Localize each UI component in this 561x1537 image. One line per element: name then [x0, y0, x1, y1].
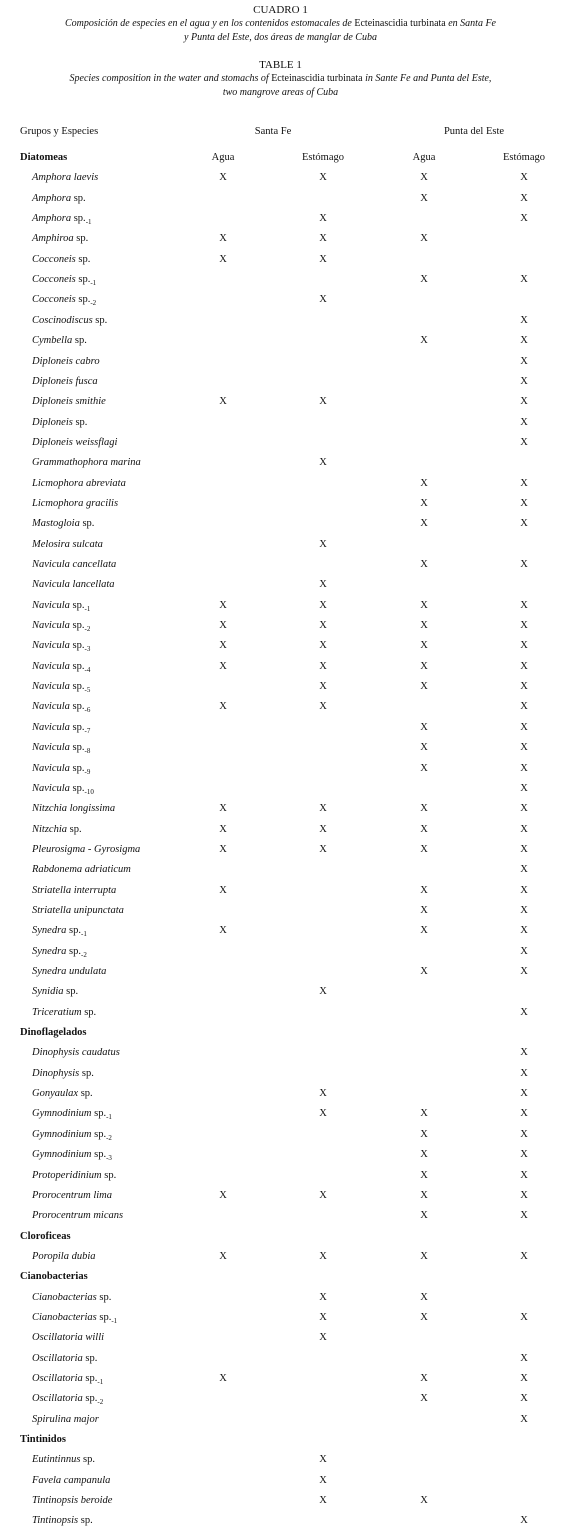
presence-mark: X: [520, 681, 528, 693]
presence-mark: X: [520, 945, 528, 957]
presence-mark: X: [520, 599, 528, 611]
table-row: [0, 600, 561, 620]
table-row: [0, 986, 561, 1006]
presence-mark: X: [319, 803, 327, 815]
presence-mark: X: [520, 1088, 528, 1100]
subheader-estomago-punta-del-este: Estómago: [503, 152, 545, 163]
presence-mark: X: [420, 172, 428, 184]
table-row: [0, 1353, 561, 1373]
presence-mark: X: [520, 701, 528, 713]
presence-mark: X: [319, 701, 327, 713]
group-name: Diatomeas: [20, 152, 68, 163]
presence-mark: X: [520, 823, 528, 835]
table-row: [0, 722, 561, 742]
presence-mark: X: [319, 1189, 327, 1201]
species-name: Diploneis cabro: [32, 355, 100, 367]
table-row: [0, 742, 561, 762]
species-name: Pleurosigma - Gyrosigma: [32, 843, 141, 855]
table-row: [0, 1515, 561, 1535]
species-name: Synedra $sp._{-1}$: [32, 925, 87, 939]
species-name: Spirulina major: [32, 1413, 99, 1425]
caption-es-line-1: Composición de especies en el agua y en los contenidos estomacales de Ecteinascidia turbinata en Santa Fe: [65, 18, 496, 29]
caption-es-line-2: y Punta del Este, dos áreas de manglar de Cuba: [184, 32, 377, 43]
presence-mark: X: [420, 721, 428, 733]
table-row: [0, 417, 561, 437]
presence-mark: X: [219, 233, 227, 245]
presence-mark: X: [520, 620, 528, 632]
caption-description-es: [0, 17, 561, 45]
table-row: [0, 315, 561, 335]
group-row: [0, 1271, 561, 1291]
presence-mark: X: [520, 375, 528, 387]
presence-mark: X: [319, 620, 327, 632]
table-row: [0, 498, 561, 518]
presence-mark: X: [420, 559, 428, 570]
table-row: [0, 1088, 561, 1108]
group-name: Cianobacterias: [20, 1271, 88, 1283]
species-name: Oscillatoria willi: [32, 1332, 105, 1344]
species-name: Melosira sulcata: [32, 538, 103, 550]
table-row: [0, 640, 561, 660]
presence-mark: X: [520, 1108, 528, 1120]
presence-mark: X: [420, 660, 428, 672]
species-name: Favela campanula: [32, 1474, 111, 1486]
table-row: [0, 701, 561, 721]
species-name: Synidia sp.: [32, 986, 79, 998]
table-row: [0, 1170, 561, 1190]
presence-mark: X: [520, 843, 528, 855]
presence-mark: X: [420, 477, 428, 489]
species-name: Diploneis smithie: [32, 396, 106, 408]
presence-mark: X: [520, 274, 528, 286]
presence-mark: X: [520, 314, 528, 326]
species-name: Triceratium sp.: [32, 1006, 97, 1018]
species-name: Diploneis weissflagi: [32, 436, 118, 448]
species-name: Gymnodinium $sp._{-1}$: [32, 1108, 112, 1122]
presence-mark: X: [520, 192, 528, 204]
species-name: Diploneis fusca: [32, 375, 98, 387]
table-row: [0, 1210, 561, 1230]
species-name: Amphora sp.: [32, 192, 86, 204]
presence-mark: X: [319, 823, 327, 835]
species-name: Cocconeis sp.: [32, 253, 91, 265]
table-row: [0, 539, 561, 559]
presence-mark: X: [319, 396, 327, 408]
presence-mark: X: [520, 1067, 528, 1079]
presence-mark: X: [420, 904, 428, 916]
species-name: Navicula $sp._{-3}$: [32, 640, 91, 654]
species-name: Poropila dubia: [32, 1250, 96, 1262]
presence-mark: X: [520, 884, 528, 896]
table-row: [0, 559, 561, 579]
presence-mark: X: [420, 599, 428, 611]
presence-mark: X: [319, 1291, 327, 1303]
presence-mark: X: [520, 1169, 528, 1181]
species-name: Eutintinnus sp.: [32, 1454, 96, 1466]
table-row: [0, 1373, 561, 1393]
presence-mark: X: [420, 762, 428, 774]
presence-mark: X: [520, 966, 528, 977]
table-row: [0, 1149, 561, 1169]
table-row: [0, 885, 561, 905]
presence-mark: X: [319, 599, 327, 611]
presence-mark: X: [319, 1474, 327, 1486]
presence-mark: X: [319, 1088, 327, 1100]
presence-mark: X: [520, 1006, 528, 1018]
presence-mark: X: [420, 620, 428, 632]
presence-mark: X: [520, 416, 528, 428]
presence-mark: X: [420, 233, 428, 245]
species-name: Gymnodinium $sp._{-3}$: [32, 1149, 112, 1163]
presence-mark: X: [219, 396, 227, 408]
presence-mark: X: [219, 620, 227, 632]
table-row: [0, 1068, 561, 1088]
caption-description-en: [0, 72, 561, 100]
table-row: [0, 356, 561, 376]
species-name: Prorocentrum lima: [32, 1189, 113, 1201]
species-name: Licmophora abreviata: [32, 477, 126, 489]
presence-mark: X: [219, 1189, 227, 1201]
presence-mark: X: [420, 742, 428, 754]
presence-mark: X: [219, 803, 227, 815]
presence-mark: X: [520, 1373, 528, 1384]
group-name: Cloroficeas: [20, 1230, 71, 1242]
table-row: [0, 396, 561, 416]
presence-mark: X: [319, 1454, 327, 1466]
presence-mark: X: [420, 1393, 428, 1405]
presence-mark: X: [319, 1250, 327, 1262]
species-name: Navicula lancellata: [32, 579, 115, 591]
species-name: Mastogloia sp.: [32, 518, 95, 530]
presence-mark: X: [219, 599, 227, 611]
presence-mark: X: [319, 1332, 327, 1344]
presence-mark: X: [420, 1250, 428, 1262]
table-row: [0, 661, 561, 681]
presence-mark: X: [319, 681, 327, 693]
presence-mark: X: [420, 192, 428, 204]
presence-mark: X: [420, 1169, 428, 1181]
presence-mark: X: [520, 396, 528, 408]
column-header-santa-fe: Santa Fe: [254, 126, 292, 137]
presence-mark: X: [319, 253, 327, 265]
presence-mark: X: [420, 1108, 428, 1120]
table-row: [0, 457, 561, 477]
presence-mark: X: [420, 803, 428, 815]
presence-mark: X: [420, 925, 428, 937]
presence-mark: X: [420, 843, 428, 855]
species-name: Navicula $sp._{-7}$: [32, 721, 91, 735]
table-row: [0, 844, 561, 864]
table-row: [0, 193, 561, 213]
presence-mark: X: [219, 701, 227, 713]
species-name: Grammathophora marina: [32, 457, 141, 469]
presence-mark: X: [219, 1373, 227, 1384]
table-row: [0, 1007, 561, 1027]
presence-mark: X: [219, 253, 227, 265]
table-row: [0, 478, 561, 498]
presence-mark: X: [520, 497, 528, 509]
table-row: [0, 233, 561, 253]
presence-mark: X: [319, 294, 327, 306]
presence-mark: X: [319, 213, 327, 225]
species-name: Navicula $sp._{-10}$: [32, 782, 94, 796]
species-name: Navicula $sp._{-9}$: [32, 762, 91, 776]
table-row: [0, 1475, 561, 1495]
presence-mark: X: [420, 1189, 428, 1201]
group-name: Dinoflagelados: [20, 1027, 87, 1039]
table-row: [0, 518, 561, 538]
presence-mark: X: [420, 966, 428, 977]
presence-mark: X: [420, 681, 428, 693]
presence-mark: X: [319, 1495, 327, 1507]
presence-mark: X: [420, 1149, 428, 1161]
presence-mark: X: [319, 660, 327, 672]
species-name: Cianobacterias $sp._{-1}$: [32, 1311, 118, 1326]
table-row: [0, 254, 561, 274]
species-name: Striatella unipunctata: [32, 904, 124, 916]
table-row: [0, 1047, 561, 1067]
species-name: Coscinodiscus sp.: [32, 314, 108, 326]
table-row: [0, 579, 561, 599]
species-name: Licmophora gracilis: [32, 497, 119, 509]
species-name: Synedra undulata: [32, 966, 107, 977]
table-row: [0, 1495, 561, 1515]
species-name: Navicula $sp._{-5}$: [32, 681, 91, 695]
table-row: [0, 294, 561, 314]
caption-en-line-1: Species composition in the water and stomachs of Ecteinascidia turbinata in Sante Fe and Punta del Este,: [69, 73, 492, 84]
column-header-punta-del-este: Punta del Este: [443, 126, 505, 137]
species-name: Diploneis sp.: [32, 416, 88, 428]
presence-mark: X: [319, 1108, 327, 1120]
presence-mark: X: [319, 986, 327, 998]
table-row: [0, 1292, 561, 1312]
table-row: [0, 335, 561, 355]
species-name: Oscillatoria $sp._{-1}$: [32, 1373, 104, 1387]
presence-mark: X: [420, 640, 428, 652]
presence-mark: X: [520, 1047, 528, 1059]
table-row: [0, 1312, 561, 1332]
species-name: Prorocentrum micans: [32, 1210, 124, 1222]
species-name: Cianobacterias sp.: [32, 1291, 112, 1303]
table-row: [0, 1414, 561, 1434]
presence-mark: X: [520, 640, 528, 652]
species-name: Cocconeis $sp._{-2}$: [32, 294, 97, 308]
presence-mark: X: [520, 762, 528, 774]
species-name: Cymbella sp.: [32, 335, 87, 347]
presence-mark: X: [520, 436, 528, 448]
table-row: [0, 376, 561, 396]
presence-mark: X: [520, 1210, 528, 1222]
species-name: Synedra $sp._{-2}$: [32, 945, 87, 959]
presence-mark: X: [420, 274, 428, 286]
species-name: Tintinopsis sp.: [32, 1515, 93, 1527]
table-row: [0, 763, 561, 783]
presence-mark: X: [520, 355, 528, 367]
presence-mark: X: [520, 864, 528, 876]
presence-mark: X: [520, 803, 528, 815]
table-row: [0, 620, 561, 640]
table-row: [0, 905, 561, 925]
table-row: [0, 966, 561, 986]
presence-mark: X: [520, 1413, 528, 1425]
presence-mark: X: [520, 660, 528, 672]
species-name: Navicula cancellata: [32, 559, 117, 570]
presence-mark: X: [319, 172, 327, 184]
presence-mark: X: [319, 538, 327, 550]
table-row: [0, 1454, 561, 1474]
presence-mark: X: [520, 172, 528, 184]
presence-mark: X: [520, 904, 528, 916]
presence-mark: X: [520, 742, 528, 754]
table-row: [0, 437, 561, 457]
presence-mark: X: [319, 233, 327, 245]
column-header-groups: Grupos y Especies: [20, 126, 99, 137]
species-name: Oscillatoria sp.: [32, 1352, 98, 1364]
presence-mark: X: [420, 335, 428, 347]
table-row: [0, 783, 561, 803]
species-name: Amphiroa sp.: [32, 233, 89, 245]
table-row: [0, 864, 561, 884]
species-name: Navicula $sp._{-6}$: [32, 701, 91, 715]
presence-mark: X: [219, 884, 227, 896]
subheader-agua-punta-del-este: Agua: [412, 152, 436, 163]
presence-mark: X: [420, 1291, 428, 1303]
caption-en-line-2: two mangrove areas of Cuba: [222, 87, 339, 98]
table-row: [0, 1251, 561, 1271]
presence-mark: X: [520, 335, 528, 347]
presence-mark: X: [520, 1393, 528, 1405]
table-row: [0, 925, 561, 945]
presence-mark: X: [520, 1149, 528, 1161]
presence-mark: X: [219, 925, 227, 937]
table-row: [0, 681, 561, 701]
presence-mark: X: [219, 1250, 227, 1262]
species-name: Cocconeis $sp._{-1}$: [32, 274, 97, 288]
presence-mark: X: [520, 477, 528, 489]
presence-mark: X: [219, 843, 227, 855]
species-name: Nitzchia sp.: [32, 823, 82, 835]
presence-mark: X: [520, 1515, 528, 1527]
subheader-estomago-santa-fe: Estómago: [302, 152, 344, 163]
presence-mark: X: [520, 1352, 528, 1364]
presence-mark: X: [520, 1128, 528, 1140]
table-row: [0, 213, 561, 233]
presence-mark: X: [420, 1311, 428, 1323]
species-name: Dinophysis sp.: [32, 1067, 94, 1079]
table-row: [0, 1393, 561, 1413]
presence-mark: X: [319, 1311, 327, 1323]
presence-mark: X: [319, 457, 327, 469]
presence-mark: X: [219, 660, 227, 672]
table-row: [0, 946, 561, 966]
species-name: Navicula $sp._{-8}$: [32, 742, 91, 756]
species-name: Navicula $sp._{-1}$: [32, 599, 91, 613]
group-row: [0, 1434, 561, 1454]
presence-mark: X: [219, 640, 227, 652]
presence-mark: X: [420, 823, 428, 835]
species-name: Oscillatoria $sp._{-2}$: [32, 1393, 104, 1407]
caption-label-es: CUADRO 1: [253, 4, 308, 16]
presence-mark: X: [420, 884, 428, 896]
species-name: Dinophysis caudatus: [32, 1047, 120, 1059]
species-name: Navicula $sp._{-2}$: [32, 620, 91, 634]
presence-mark: X: [420, 1495, 428, 1507]
presence-mark: X: [520, 1250, 528, 1262]
presence-mark: X: [219, 823, 227, 835]
species-name: Nitzchia longissima: [32, 803, 116, 815]
caption-label-en: TABLE 1: [259, 59, 302, 71]
species-name: Rabdonema adriaticum: [32, 864, 131, 876]
presence-mark: X: [520, 925, 528, 937]
presence-mark: X: [420, 1210, 428, 1222]
group-name: Tintinidos: [20, 1434, 66, 1446]
presence-mark: X: [420, 1373, 428, 1384]
species-name: Navicula $sp._{-4}$: [32, 660, 91, 674]
group-row: [0, 1231, 561, 1251]
presence-mark: X: [520, 721, 528, 733]
presence-mark: X: [420, 497, 428, 509]
table-row: [0, 824, 561, 844]
group-row: [0, 152, 561, 172]
group-row: [0, 1027, 561, 1047]
subheader-agua-santa-fe: Agua: [211, 152, 235, 163]
table-row: [0, 803, 561, 823]
table-row: [0, 1129, 561, 1149]
table-row: [0, 1332, 561, 1352]
species-name: Protoperidinium sp.: [32, 1169, 117, 1181]
presence-mark: X: [319, 579, 327, 591]
presence-mark: X: [420, 518, 428, 530]
species-name: Amphora laevis: [32, 172, 99, 184]
presence-mark: X: [520, 782, 528, 794]
species-name: Gonyaulax sp.: [32, 1088, 93, 1100]
table-row: [0, 274, 561, 294]
table-row: [0, 172, 561, 192]
presence-mark: X: [319, 640, 327, 652]
presence-mark: X: [520, 559, 528, 570]
presence-mark: X: [420, 1128, 428, 1140]
presence-mark: X: [520, 518, 528, 530]
table-row: [0, 1108, 561, 1128]
presence-mark: X: [319, 843, 327, 855]
presence-mark: X: [520, 213, 528, 225]
species-name: Tintinopsis beroide: [32, 1495, 113, 1507]
species-name: Gymnodinium $sp._{-2}$: [32, 1128, 112, 1142]
table-row: [0, 1190, 561, 1210]
presence-mark: X: [219, 172, 227, 184]
species-name: Striatella interrupta: [32, 884, 117, 896]
presence-mark: X: [520, 1189, 528, 1201]
species-name: Amphora $sp._{-1}$: [32, 213, 92, 227]
presence-mark: X: [520, 1311, 528, 1323]
